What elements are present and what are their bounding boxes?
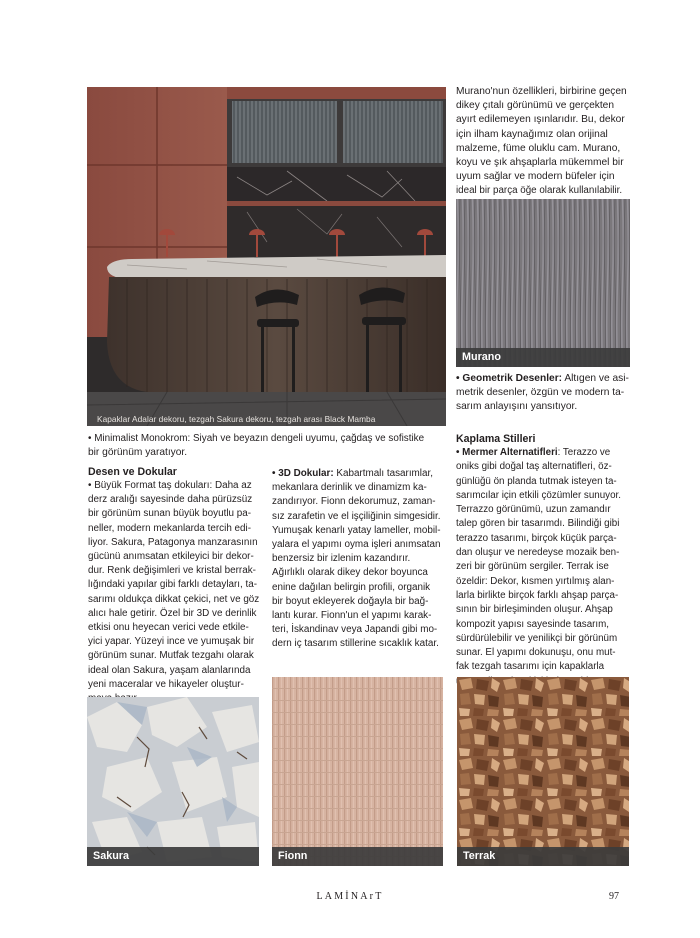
text-line: teri, İskandinav veya Japandi gibi mo-: [272, 624, 438, 636]
geometric-title: • Geometrik Desenler:: [456, 373, 563, 384]
text-line: etkisi onu heyecan verici vede etkile-: [88, 622, 249, 634]
text-line: terazzo tasarımı, birçok küçük parça-: [456, 532, 617, 544]
text-line: zeri bir görünüm sergiler. Terrak ise: [456, 561, 609, 573]
sakura-texture: [87, 697, 259, 866]
text-line: Terrazzo görünümü, uzun zamandır: [456, 504, 611, 516]
coating-styles-section: [456, 432, 632, 689]
text-line: • Minimalist Monokrom: Siyah ve beyazın dengeli uyumu, çağdaş ve sofistike: [88, 433, 425, 444]
text-line: yalara el yapımı oyma işleri anımsatan: [272, 539, 441, 551]
kitchen-illustration: [87, 87, 446, 426]
swatch-label: Terrak: [457, 847, 629, 866]
text-line: uyum sağlar ve modern büfeler için: [456, 171, 615, 183]
text-line: Kabartmalı tasarımlar,: [333, 468, 433, 479]
text-line: kompozit yapısı sayesinde tasarım,: [456, 618, 610, 630]
text-line: dikey çıtalı görünümü ve gerçekten: [456, 100, 614, 112]
text-line: günlüğü ön planda tutmak isteyen ta-: [456, 475, 617, 487]
text-line: lığındaki yapılar gibi farklı detayları, ta-: [88, 579, 258, 591]
page-number: 97: [609, 891, 619, 902]
swatch-label: Fionn: [272, 847, 443, 866]
fionn-texture: [272, 677, 443, 866]
text-line: metrik desenler, özgün ve modern ta-: [456, 387, 625, 399]
murano-texture: [456, 199, 630, 367]
text-line: Yumuşak kenarlı yatay lameller, mobil-: [272, 524, 441, 536]
marble-title: • Mermer Alternatifleri: [456, 447, 558, 458]
text-line: • Büyük Format taş dokuları: Daha az: [88, 480, 252, 491]
text-line: benzersiz bir izlenim kazandırır.: [272, 553, 411, 565]
sakura-swatch: [87, 697, 259, 866]
text-line: dan oluşur ve neredeyse mozaik ben-: [456, 547, 620, 559]
swatch-label: Sakura: [87, 847, 259, 866]
3d-title: • 3D Dokular:: [272, 468, 334, 479]
photo-caption: Kapaklar Adalar dekoru, tezgah Sakura dekoru, tezgah arası Black Mamba: [97, 414, 376, 424]
text-line: görünüm sunar. Mutfak tezgahı olarak: [88, 650, 254, 662]
text-line: için ilham kaynağımız olan orijinal: [456, 128, 608, 140]
text-line: Ağırlıklı olarak dikey dekor boyunca: [272, 567, 428, 579]
text-line: sarımı oldukça dikkat çekici, net ve göz: [88, 593, 260, 605]
3d-textures-section: [272, 467, 444, 652]
text-line: derz aralığı sayesinde daha pürüzsüz: [88, 494, 253, 506]
text-line: sunar. El yapımı dokunuşu, onu mut-: [456, 647, 616, 659]
text-line: : Terazzo ve: [557, 447, 611, 458]
minimalist-monochrome: [88, 432, 448, 460]
terrak-texture: [457, 677, 629, 866]
patterns-textures-section: [88, 465, 260, 706]
text-line: dern iç tasarım stillerine sıcaklık katar.: [272, 638, 439, 650]
text-line: neller, modern mekanlarda tercih edi-: [88, 522, 252, 534]
text-line: liyor. Sakura, Patagonya manzarasının: [88, 536, 258, 548]
text-line: dur. Renk değişimleri ve kristal berrak-: [88, 565, 256, 577]
swatch-label: Murano: [456, 348, 630, 367]
text-line: bir görünüm yaratıyor.: [88, 447, 188, 459]
text-line: sarımcılar için etkili çözümler sunuyor.: [456, 489, 621, 501]
text-line: oniks gibi doğal taş alternatifleri, öz-: [456, 461, 612, 473]
murano-swatch: [456, 199, 630, 367]
text-line: sarım anlayışını yansıtıyor.: [456, 401, 578, 413]
text-line: yeni maceralar ve hikayeler oluştur-: [88, 678, 244, 690]
terrak-swatch: [457, 677, 629, 866]
text-line: gücünü anımsatan etkileyici bir dekor-: [88, 551, 254, 563]
brand-logo: LAMİNArT: [316, 891, 384, 902]
text-line: sız zarafetin ve el işçiliğinin simgesidir.: [272, 510, 441, 522]
text-line: Altıgen ve asi-: [562, 373, 629, 384]
murano-description: [456, 85, 630, 199]
text-line: fak tezgah tasarımı için kapaklarla: [456, 661, 605, 673]
kitchen-photo: [87, 87, 446, 426]
text-line: bir boyut ekleyerek doğayla bir bağ-: [272, 595, 429, 607]
section-heading: Kaplama Stilleri: [456, 433, 536, 445]
text-line: koyu ve şık ahşaplarla mükemmel bir: [456, 157, 624, 169]
text-line: mekanlara derinlik ve dinamizm ka-: [272, 482, 427, 494]
text-line: sının bir birleşiminden oluşur. Ahşap: [456, 604, 613, 616]
text-line: larla birlikte birçok farklı ahşap parça-: [456, 589, 619, 601]
text-line: bir görünüm sunan büyük boyutlu pa-: [88, 508, 252, 520]
text-line: Murano'nun özellikleri, birbirine geçen: [456, 86, 627, 97]
text-line: yici yapar. Yüzeyi ince ve yumuşak bir: [88, 636, 255, 648]
fionn-swatch: [272, 677, 443, 866]
text-line: ideal bir parça öğe olarak kullanılabilir.: [456, 185, 623, 197]
section-heading: Desen ve Dokular: [88, 466, 177, 478]
text-line: enine dağılan belirgin profili, organik: [272, 581, 431, 593]
geometric-patterns: [456, 372, 634, 415]
text-line: sürdürülebilir ve yenilikçi bir görünüm: [456, 632, 618, 644]
text-line: zandırıyor. Fionn dekorumuz, zaman-: [272, 496, 436, 508]
text-line: malzeme, füme oluklu cam. Murano,: [456, 142, 621, 154]
text-line: ideal olan Sakura, yaşam alanlarında: [88, 664, 251, 676]
text-line: özeldir: Dekor, kısmen yırtılmış alan-: [456, 575, 615, 587]
text-line: ayırt edilemeyen ışınlarıdır. Bu, dekor: [456, 114, 625, 126]
text-line: talep gören bir tasarımdı. Bilindiği gibi: [456, 518, 620, 530]
text-line: lantı kurar. Fionn'un el yapımı karak-: [272, 610, 432, 622]
text-line: alıcı hale getirir. Özel bir 3D ve derinlik: [88, 607, 257, 619]
